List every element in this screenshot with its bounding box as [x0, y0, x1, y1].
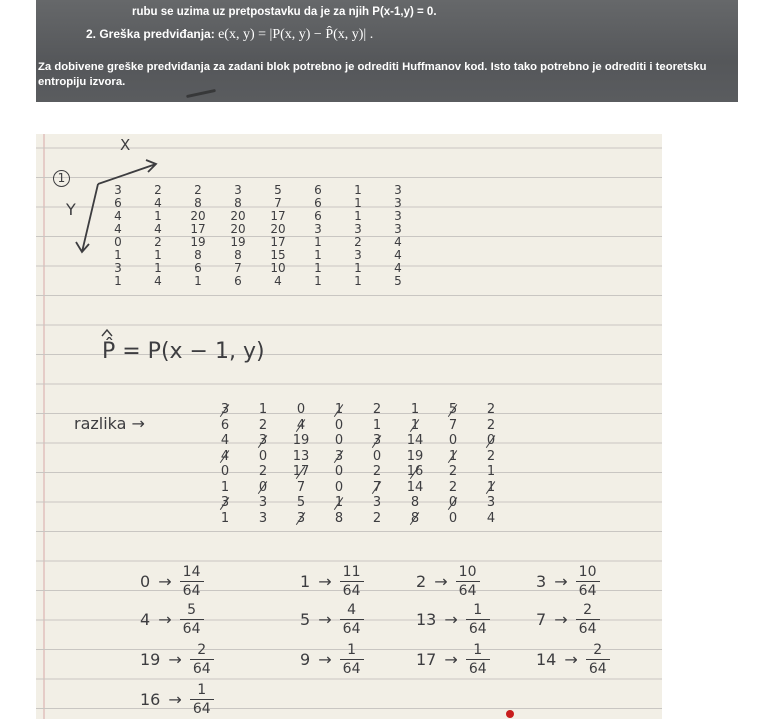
fraction	[340, 602, 364, 637]
diff-cell: 2	[448, 464, 458, 480]
frequency-entry	[416, 602, 490, 637]
block-cell: 6	[194, 261, 202, 275]
fraction-bar	[576, 619, 600, 620]
fraction	[180, 602, 204, 637]
diff-cell: 0	[448, 433, 458, 449]
fraction-denominator: 64	[468, 661, 487, 677]
block-cell: 6	[314, 196, 322, 210]
block-cell: 0	[114, 235, 122, 249]
block-cell: 17	[270, 209, 286, 223]
fraction-numerator: 2	[593, 642, 603, 658]
diff-row	[206, 418, 510, 434]
diff-cell: 1	[258, 402, 268, 418]
block-cell: 1	[114, 248, 122, 262]
diff-row	[206, 495, 510, 511]
assignment-line-2	[86, 27, 373, 43]
diff-cell: 16	[396, 464, 434, 480]
frequency-symbol: 4	[140, 610, 151, 629]
diff-cell: 8	[334, 510, 344, 526]
fraction	[466, 602, 490, 637]
razlika-label: razlika →	[74, 414, 145, 433]
block-cell: 20	[230, 209, 246, 223]
diff-row	[206, 449, 510, 465]
block-cell: 17	[270, 235, 286, 249]
block-cell: 1	[194, 274, 202, 288]
block-cell: 7	[274, 196, 282, 210]
diff-cell: 0	[434, 495, 472, 511]
diff-cell: 3	[486, 495, 496, 511]
block-cell: 6	[314, 183, 322, 197]
fraction-bar	[190, 699, 214, 700]
arrow-icon: →	[168, 650, 182, 669]
arrow-icon: →	[554, 610, 568, 629]
fraction	[456, 564, 480, 599]
diff-cell: 3	[206, 495, 244, 511]
fraction-denominator: 64	[458, 583, 477, 599]
arrow-icon: →	[554, 572, 568, 591]
diff-cell: 4	[282, 418, 320, 434]
fraction-bar	[456, 581, 480, 582]
diff-cell: 3	[258, 495, 268, 511]
block-cell: 15	[270, 248, 286, 262]
diff-cell: 0	[372, 448, 382, 464]
block-cell: 5	[274, 183, 282, 197]
frequency-entry	[536, 602, 600, 637]
block-cell: 3	[354, 248, 362, 262]
arrow-icon: →	[444, 610, 458, 629]
block-row	[98, 249, 418, 262]
printed-assignment-photo	[36, 0, 738, 102]
block-cell: 1	[314, 248, 322, 262]
diff-cell: 1	[434, 449, 472, 465]
diff-cell: 5	[296, 495, 306, 511]
diff-cell: 7	[448, 417, 458, 433]
frequency-symbol: 5	[300, 610, 311, 629]
diff-cell: 4	[206, 449, 244, 465]
notebook-photo	[36, 134, 662, 719]
fraction-numerator: 1	[473, 602, 483, 618]
fraction	[190, 642, 214, 677]
fraction-denominator: 64	[578, 621, 597, 637]
predictor-formula: P̂ = P(x − 1, y)	[102, 339, 265, 364]
fraction-denominator: 64	[342, 583, 361, 599]
fraction-bar	[190, 659, 214, 660]
fraction	[586, 642, 610, 677]
arrow-icon: →	[318, 572, 332, 591]
diff-cell: 7	[296, 479, 306, 495]
axis-x-label: X	[120, 136, 131, 154]
diff-cell: 0	[472, 433, 510, 449]
diff-cell: 2	[486, 402, 496, 418]
frequency-symbol: 13	[416, 610, 437, 629]
fraction-denominator: 64	[342, 621, 361, 637]
diff-cell: 0	[258, 448, 268, 464]
block-cell: 3	[394, 183, 402, 197]
block-cell: 1	[154, 248, 162, 262]
pen-mark	[186, 89, 216, 98]
block-row	[98, 210, 418, 223]
arrow-icon: →	[318, 610, 332, 629]
diff-cell: 19	[292, 433, 310, 449]
red-mark	[506, 710, 514, 718]
diff-cell: 14	[406, 433, 424, 449]
block-row	[98, 184, 418, 197]
diff-cell: 1	[472, 480, 510, 496]
block-row	[98, 197, 418, 210]
fraction-denominator: 64	[468, 621, 487, 637]
block-cell: 1	[114, 274, 122, 288]
fraction-denominator: 64	[182, 621, 201, 637]
diff-row	[206, 511, 510, 527]
block-cell: 6	[114, 196, 122, 210]
block-cell: 3	[314, 222, 322, 236]
fraction-numerator: 1	[197, 682, 207, 698]
block-cell: 4	[394, 248, 402, 262]
diff-cell: 19	[406, 448, 424, 464]
diff-cell: 1	[220, 479, 230, 495]
arrow-icon: →	[318, 650, 332, 669]
block-cell: 10	[270, 261, 286, 275]
fraction-bar	[180, 619, 204, 620]
frequency-symbol: 17	[416, 650, 437, 669]
block-cell: 1	[314, 274, 322, 288]
prediction-error-formula: e(x, y) = |P(x, y) − P̂(x, y)| .	[218, 27, 374, 42]
fraction	[340, 642, 364, 677]
arrow-icon: →	[158, 610, 172, 629]
fraction-bar	[340, 619, 364, 620]
frequency-entry	[536, 642, 610, 677]
difference-matrix	[206, 402, 510, 526]
block-cell: 4	[394, 235, 402, 249]
block-cell: 1	[354, 209, 362, 223]
block-cell: 1	[354, 274, 362, 288]
problem-number: 1	[53, 170, 70, 187]
block-cell: 3	[234, 183, 242, 197]
frequency-entry	[416, 564, 480, 599]
fraction-bar	[340, 581, 364, 582]
diff-cell: 1	[486, 464, 496, 480]
block-cell: 3	[394, 222, 402, 236]
block-cell: 19	[190, 235, 206, 249]
block-cell: 4	[114, 222, 122, 236]
block-cell: 3	[354, 222, 362, 236]
fraction-bar	[340, 659, 364, 660]
frequency-symbol: 1	[300, 572, 311, 591]
assignment-line-1: rubu se uzima uz pretpostavku da je za njih P(x-1,y) = 0.	[132, 6, 437, 18]
block-row	[98, 223, 418, 236]
diff-cell: 13	[292, 448, 310, 464]
image-block-matrix	[98, 184, 418, 288]
block-cell: 6	[234, 274, 242, 288]
diff-cell: 0	[334, 464, 344, 480]
diff-row	[206, 464, 510, 480]
fraction-numerator: 1	[473, 642, 483, 658]
frequency-entry	[140, 564, 204, 599]
frequency-symbol: 2	[416, 572, 427, 591]
frequency-symbol: 3	[536, 572, 547, 591]
fraction-numerator: 2	[583, 602, 593, 618]
fraction	[466, 642, 490, 677]
block-cell: 2	[154, 235, 162, 249]
diff-cell: 2	[372, 510, 382, 526]
diff-cell: 2	[448, 479, 458, 495]
diff-cell: 1	[372, 417, 382, 433]
block-cell: 8	[194, 196, 202, 210]
diff-cell: 2	[486, 417, 496, 433]
block-row	[98, 262, 418, 275]
frequency-entry	[300, 602, 364, 637]
block-cell: 3	[114, 183, 122, 197]
block-cell: 4	[274, 274, 282, 288]
fraction-denominator: 64	[578, 583, 597, 599]
block-cell: 4	[154, 222, 162, 236]
frequency-symbol: 7	[536, 610, 547, 629]
fraction-bar	[466, 619, 490, 620]
diff-cell: 2	[258, 464, 268, 480]
diff-cell: 3	[358, 433, 396, 449]
fraction-denominator: 64	[192, 661, 211, 677]
frequency-entry	[300, 564, 364, 599]
diff-cell: 0	[334, 479, 344, 495]
diff-cell: 14	[406, 479, 424, 495]
fraction-denominator: 64	[192, 701, 211, 717]
block-cell: 4	[154, 196, 162, 210]
block-cell: 20	[230, 222, 246, 236]
frequency-entry	[140, 682, 214, 717]
prediction-error-label: 2. Greška predviđanja:	[86, 27, 215, 41]
fraction-bar	[576, 581, 600, 582]
arrow-icon: →	[158, 572, 172, 591]
block-cell: 8	[194, 248, 202, 262]
diff-cell: 0	[334, 433, 344, 449]
arrow-icon: →	[564, 650, 578, 669]
arrow-icon: →	[168, 690, 182, 709]
block-cell: 20	[190, 209, 206, 223]
diff-cell: 4	[220, 433, 230, 449]
block-cell: 5	[394, 274, 402, 288]
block-cell: 3	[114, 261, 122, 275]
frequency-entry	[140, 602, 204, 637]
block-cell: 1	[354, 183, 362, 197]
arrow-icon: →	[434, 572, 448, 591]
block-cell: 8	[234, 248, 242, 262]
block-row	[98, 236, 418, 249]
diff-cell: 1	[396, 418, 434, 434]
fraction	[180, 564, 204, 599]
fraction-numerator: 2	[197, 642, 207, 658]
diff-cell: 3	[282, 511, 320, 527]
diff-cell: 0	[448, 510, 458, 526]
diff-cell: 4	[486, 510, 496, 526]
diff-cell: 0	[334, 417, 344, 433]
block-cell: 3	[394, 209, 402, 223]
diff-row	[206, 402, 510, 418]
block-cell: 2	[154, 183, 162, 197]
diff-cell: 3	[206, 402, 244, 418]
fraction-denominator: 64	[182, 583, 201, 599]
fraction-denominator: 64	[588, 661, 607, 677]
diff-cell: 1	[320, 495, 358, 511]
block-cell: 1	[354, 261, 362, 275]
diff-cell: 1	[220, 510, 230, 526]
block-cell: 7	[234, 261, 242, 275]
fraction-numerator: 11	[342, 564, 361, 580]
fraction-denominator: 64	[342, 661, 361, 677]
block-cell: 2	[194, 183, 202, 197]
arrow-icon: →	[444, 650, 458, 669]
frequency-entry	[416, 642, 490, 677]
fraction-bar	[180, 581, 204, 582]
diff-cell: 6	[220, 417, 230, 433]
block-row	[98, 275, 418, 288]
diff-cell: 0	[296, 402, 306, 418]
block-cell: 20	[270, 222, 286, 236]
block-cell: 2	[354, 235, 362, 249]
axis-y-label: Y	[66, 200, 76, 219]
fraction-numerator: 5	[187, 602, 197, 618]
frequency-entry	[300, 642, 364, 677]
diff-cell: 7	[358, 480, 396, 496]
diff-cell: 3	[244, 433, 282, 449]
diff-cell: 2	[372, 402, 382, 418]
block-cell: 1	[154, 261, 162, 275]
fraction	[576, 564, 600, 599]
block-cell: 1	[154, 209, 162, 223]
block-cell: 19	[230, 235, 246, 249]
fraction	[190, 682, 214, 717]
frequency-symbol: 0	[140, 572, 151, 591]
fraction-bar	[466, 659, 490, 660]
fraction-numerator: 1	[347, 642, 357, 658]
fraction	[340, 564, 364, 599]
diff-cell: 17	[282, 464, 320, 480]
frequency-entry	[536, 564, 600, 599]
diff-cell: 8	[410, 495, 420, 511]
diff-cell: 5	[434, 402, 472, 418]
diff-row	[206, 480, 510, 496]
diff-cell: 2	[258, 417, 268, 433]
diff-cell: 3	[258, 510, 268, 526]
block-cell: 4	[154, 274, 162, 288]
block-cell: 4	[394, 261, 402, 275]
diff-cell: 1	[410, 402, 420, 418]
block-cell: 8	[234, 196, 242, 210]
diff-cell: 8	[396, 511, 434, 527]
block-cell: 17	[190, 222, 206, 236]
fraction-numerator: 4	[347, 602, 357, 618]
diff-row	[206, 433, 510, 449]
diff-cell: 1	[320, 402, 358, 418]
block-cell: 4	[114, 209, 122, 223]
block-cell: 6	[314, 209, 322, 223]
fraction-numerator: 10	[458, 564, 477, 580]
diff-cell: 3	[372, 495, 382, 511]
frequency-entry	[140, 642, 214, 677]
fraction-numerator: 10	[578, 564, 597, 580]
fraction	[576, 602, 600, 637]
diff-cell: 3	[320, 449, 358, 465]
frequency-symbol: 14	[536, 650, 557, 669]
diff-cell: 0	[220, 464, 230, 480]
diff-cell: 0	[244, 480, 282, 496]
diff-cell: 2	[372, 464, 382, 480]
block-cell: 1	[314, 261, 322, 275]
block-cell: 1	[354, 196, 362, 210]
frequency-symbol: 16	[140, 690, 161, 709]
assignment-paragraph: Za dobivene greške predviđanja za zadani blok potrebno je odrediti Huffmanov kod. Isto tako potrebno je odrediti i teoretsku entropiju izvora.	[38, 61, 707, 88]
block-cell: 1	[314, 235, 322, 249]
fraction-numerator: 14	[182, 564, 201, 580]
frequency-symbol: 9	[300, 650, 311, 669]
frequency-symbol: 19	[140, 650, 161, 669]
fraction-bar	[586, 659, 610, 660]
diff-cell: 2	[486, 448, 496, 464]
block-cell: 3	[394, 196, 402, 210]
